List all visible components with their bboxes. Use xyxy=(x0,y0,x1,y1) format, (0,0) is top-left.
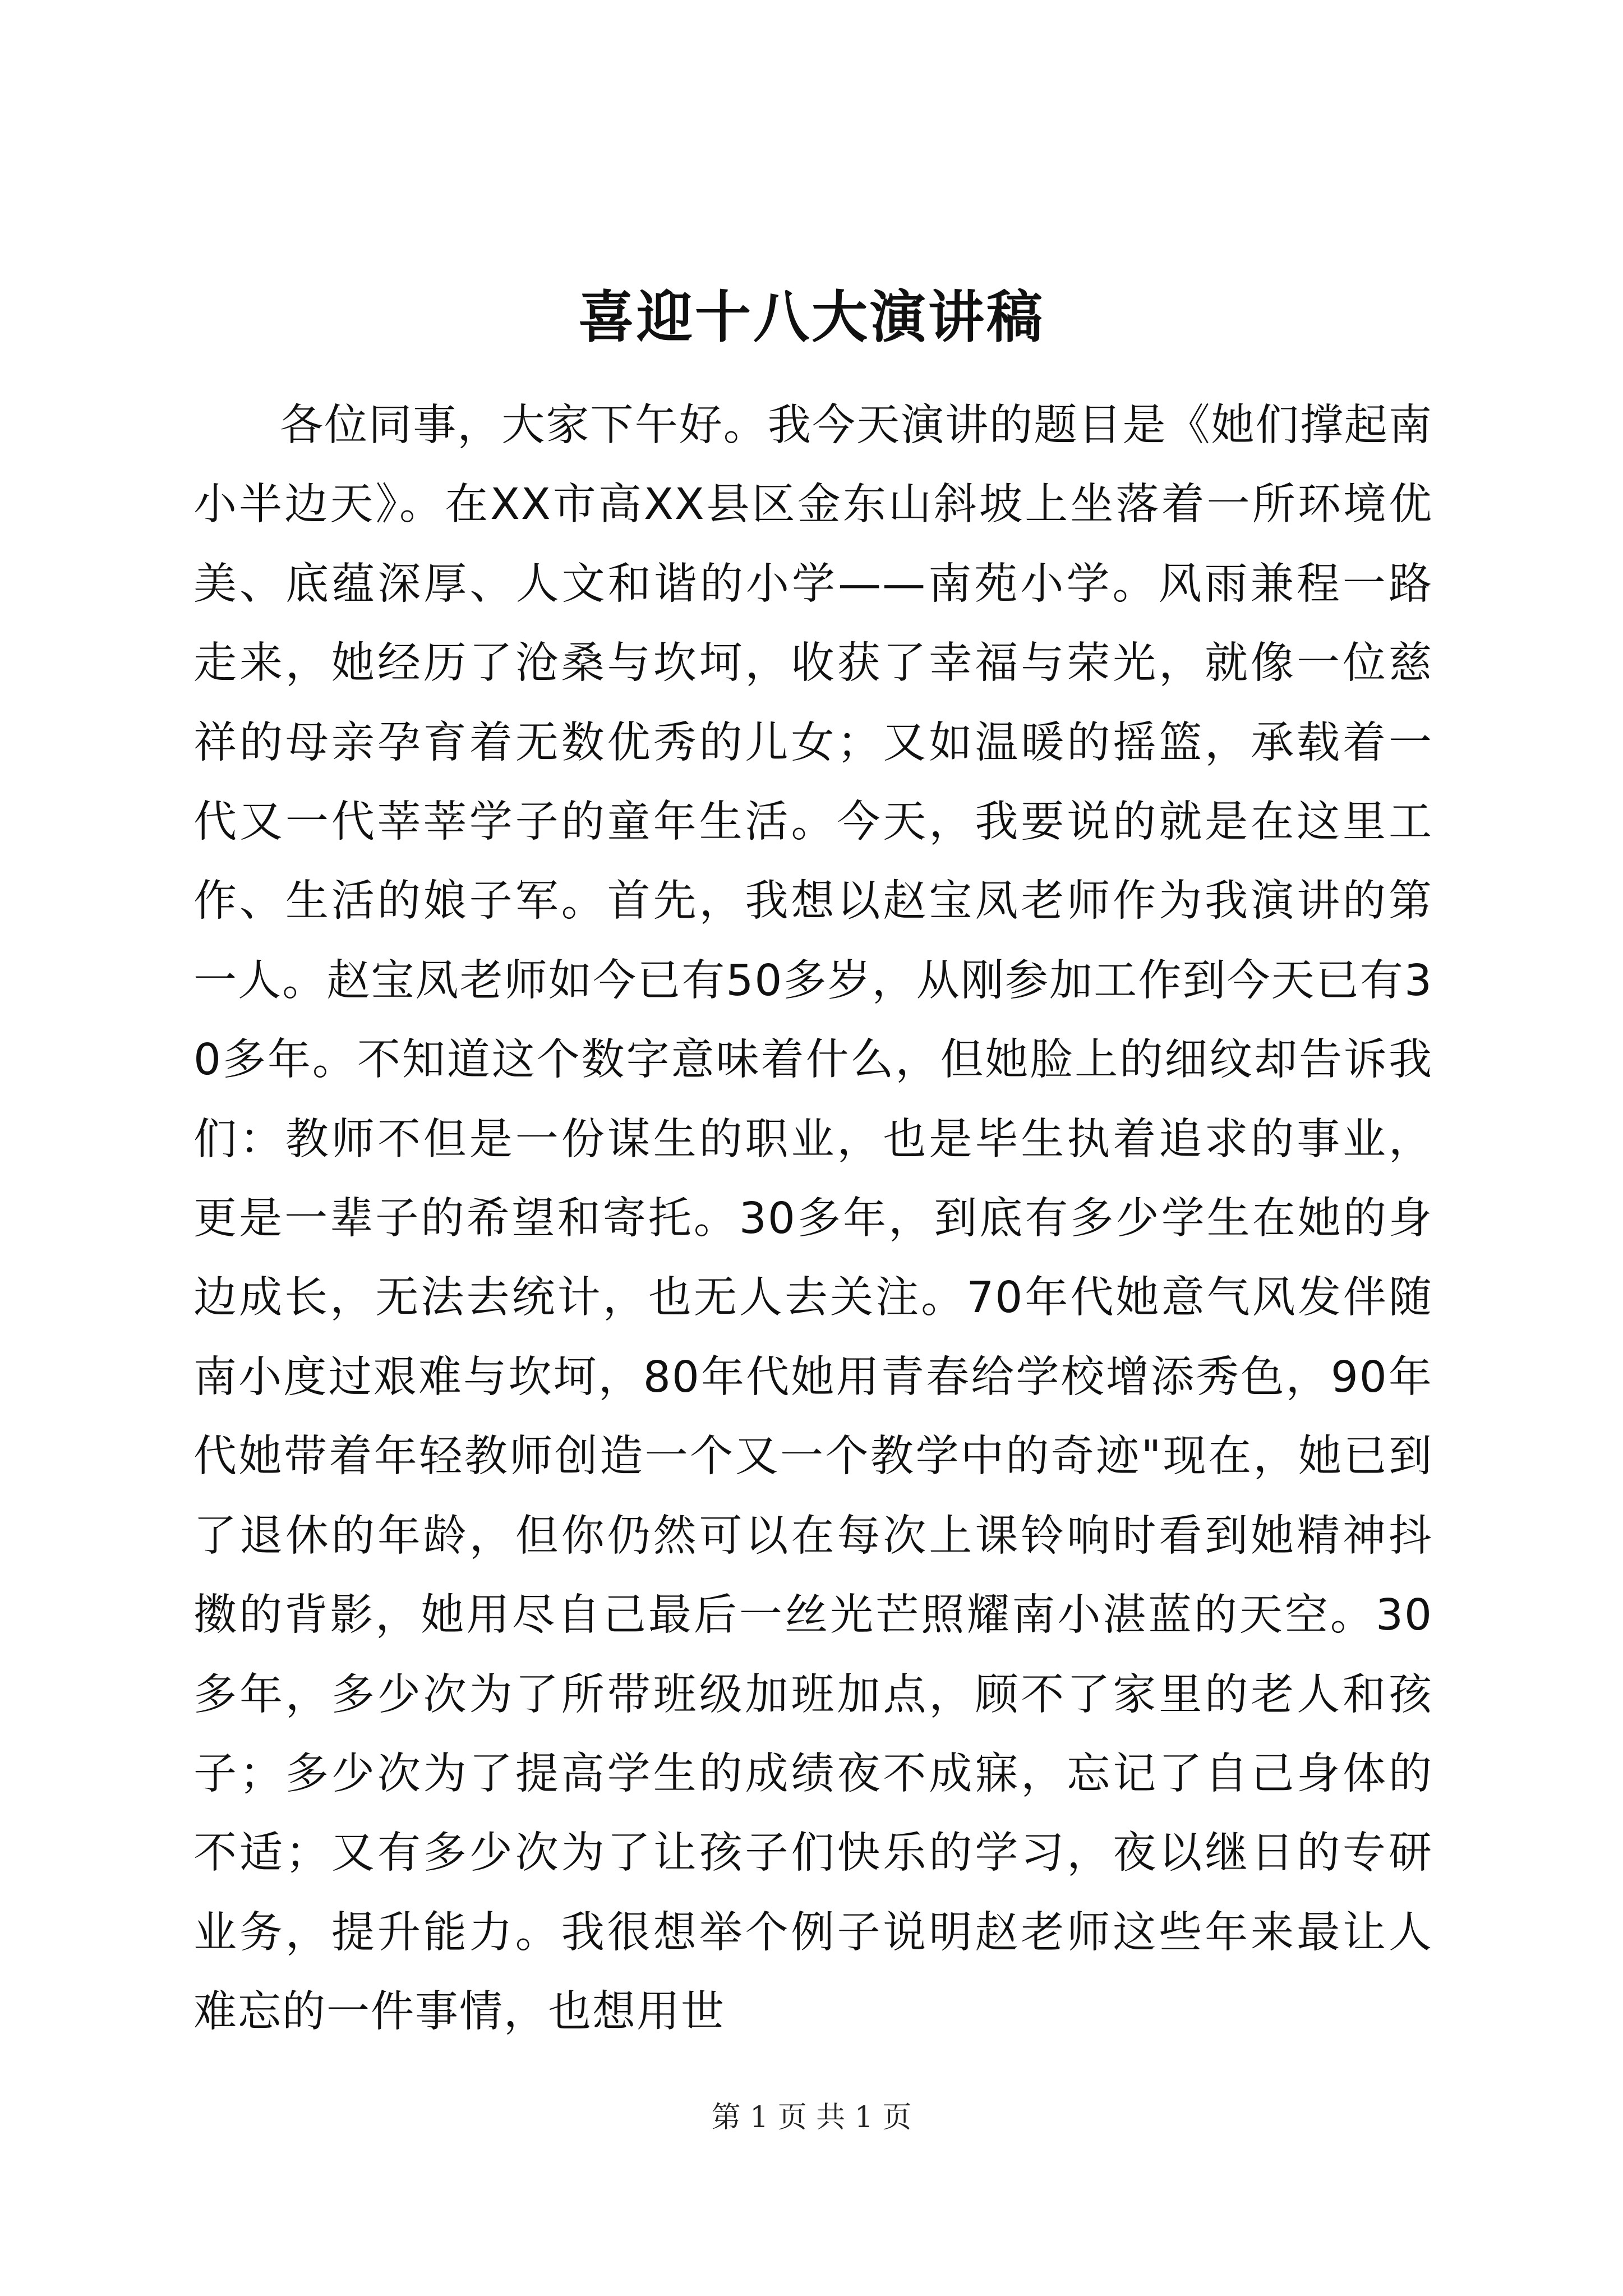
page-footer: 第 1 页 共 1 页 xyxy=(711,2101,912,2134)
document-title: 喜迎十八大演讲稿 xyxy=(578,284,1045,350)
body-paragraph: 各位同事，大家下午好。我今天演讲的题目是《她们撑起南小半边天》。在XX市高XX县区金东山斜坡上坐落着一所环境优美、底蕴深厚、人文和谐的小学——南苑小学。风雨兼程一路走来，她经历了沧桑与坎坷，收获了幸福与荣光，就像一位慈祥的母亲孕育着无数优秀的儿女；又如温暖的摇篮，承载着一代又一代莘莘学子的童年生活。今天，我要说的就是在这里工作、生活的娘子军。首先，我想以赵宝凤老师作为我演讲的第一人。赵宝凤老师如今已有50多岁，从刚参加工作到今天已有30多年。不知道这个数字意味着什么，但她脸上的细纹却告诉我们：教师不但是一份谋生的职业，也是毕生执着追求的事业，更是一辈子的希望和寄托。30多年，到底有多少学生在她的身边成长，无法去统计，也无人去关注。70年代她意气风发伴随南小度过艰难与坎坷，80年代她用青春给学校增添秀色，90年代她带着年轻教师创造一个又一个教学中的奇迹"现在，她已到了退休的年龄，但你仍然可以在每次上课铃响时看到她精神抖擞的背影，她用尽自己最后一丝光芒照耀南小湛蓝的天空。30多年，多少次为了所带班级加班加点，顾不了家里的老人和孩子；多少次为了提高学生的成绩夜不成寐，忘记了自己身体的不适；又有多少次为了让孩子们快乐的学习，夜以继日的专研业务，提升能力。我很想举个例子说明赵老师这些年来最让人难忘的一件事情，也想用世 xyxy=(193,401,1433,2037)
